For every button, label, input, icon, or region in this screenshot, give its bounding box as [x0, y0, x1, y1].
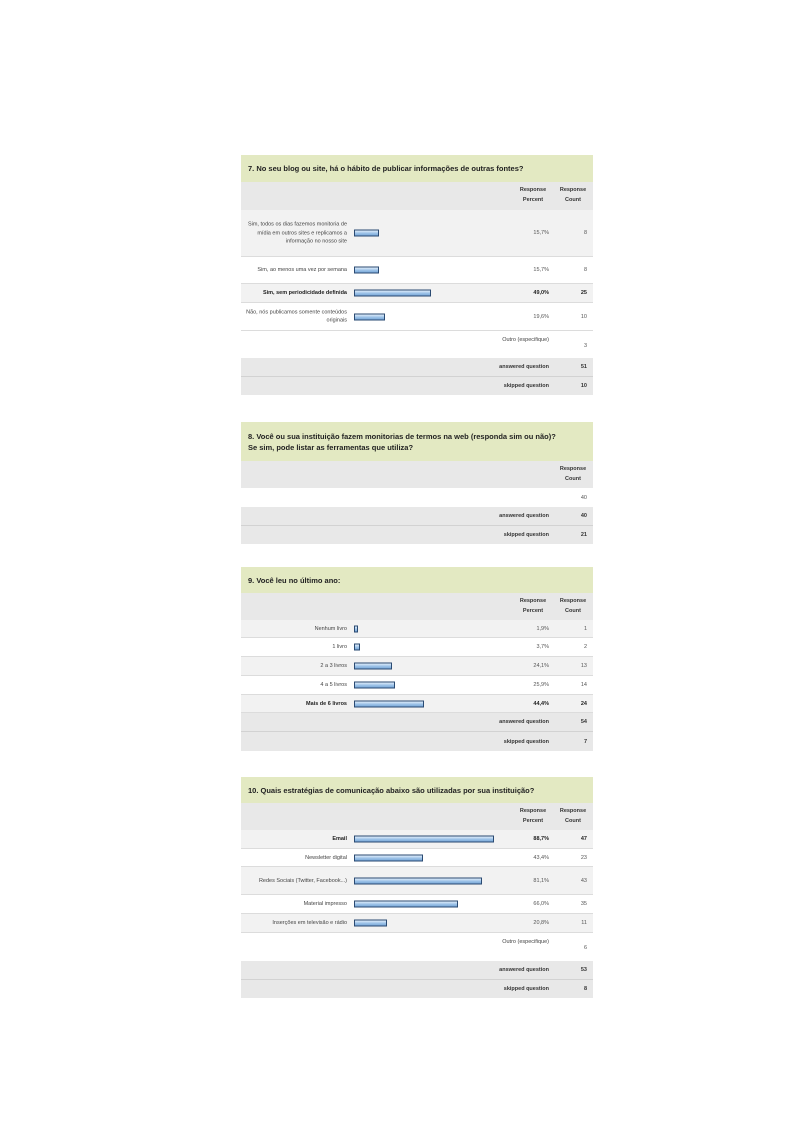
answered-question-row — [241, 713, 593, 732]
answered-question-row — [241, 961, 593, 980]
question-8-table — [241, 422, 593, 544]
answer-label: Email — [332, 835, 347, 842]
answer-bar — [354, 313, 385, 320]
answer-bar — [354, 901, 458, 908]
skipped-question-row — [241, 732, 593, 751]
answered-question-row — [241, 358, 593, 377]
answered-question-label: answered question — [499, 719, 549, 725]
answer-bar — [354, 700, 424, 707]
answer-label: Newsletter digital — [305, 854, 347, 861]
answer-bar — [354, 625, 358, 632]
answer-percent: 24,1% — [533, 663, 549, 669]
skipped-question-label: skipped question — [503, 383, 549, 389]
answer-row — [241, 914, 593, 933]
answer-count: 8 — [583, 267, 587, 273]
answer-count: 47 — [580, 836, 587, 842]
question-9-table — [241, 567, 593, 751]
answer-percent: 3,7% — [536, 644, 549, 650]
skipped-question-count: 7 — [583, 738, 587, 745]
answer-row — [241, 303, 593, 331]
answer-bar-track — [354, 663, 392, 670]
skipped-question-row — [241, 526, 593, 544]
answer-label: Não, nós publicamos somente conteúdos originais — [246, 309, 347, 324]
other-specify-count: 3 — [583, 343, 587, 349]
answer-bar — [354, 854, 423, 861]
response-count-row — [241, 488, 593, 507]
other-specify-count: 6 — [583, 945, 587, 951]
answer-row — [241, 657, 593, 676]
answer-percent: 20,8% — [533, 920, 549, 926]
answer-bar — [354, 290, 431, 297]
answer-percent: 43,4% — [533, 854, 549, 861]
answered-question-label: answered question — [499, 967, 549, 973]
answer-percent: 25,9% — [533, 682, 549, 688]
answer-percent: 19,6% — [533, 313, 549, 320]
answer-bar-track — [354, 700, 424, 707]
answer-label: Mais de 6 livros — [306, 700, 347, 707]
answer-row — [241, 620, 593, 638]
answer-bar — [354, 644, 360, 651]
answer-count: 11 — [581, 920, 587, 926]
answer-bar-track — [354, 920, 387, 927]
answer-percent: 44,4% — [533, 700, 549, 707]
answer-bar — [354, 920, 387, 927]
answer-percent: 49,0% — [533, 290, 549, 296]
answer-label: Sim, todos os dias fazemos monitoria de mídia em outros sites e replicamos a informação no nosso site — [247, 221, 347, 245]
other-specify-row — [241, 933, 593, 961]
other-specify-row — [241, 331, 593, 358]
answer-percent: 66,0% — [533, 901, 549, 907]
answer-percent: 88,7% — [533, 836, 549, 842]
answer-count: 35 — [580, 901, 587, 907]
answer-bar — [354, 663, 392, 670]
response-count-header: Response Count — [559, 187, 587, 203]
answer-percent: 81,1% — [533, 877, 549, 884]
other-specify-label[interactable]: Outro (especifique) — [502, 337, 549, 343]
answer-count: 8 — [583, 230, 587, 236]
answer-count: 10 — [580, 313, 587, 320]
answer-label: 1 livro — [332, 643, 347, 650]
answer-bar-track — [354, 625, 358, 632]
answer-bar-track — [354, 901, 458, 908]
answer-bar-track — [354, 682, 395, 689]
skipped-question-count: 8 — [583, 986, 587, 992]
answer-row — [241, 284, 593, 303]
skipped-question-count: 10 — [580, 383, 587, 389]
column-headers — [241, 182, 593, 210]
answer-count: 2 — [583, 644, 587, 650]
question-9-title: 9. Você leu no último ano: — [241, 567, 593, 593]
answer-row — [241, 676, 593, 695]
answer-row — [241, 695, 593, 713]
question-7-title: 7. No seu blog ou site, há o hábito de publicar informações de outras fontes? — [241, 155, 593, 182]
skipped-question-label: skipped question — [503, 532, 549, 538]
answer-count: 14 — [580, 682, 587, 688]
answer-bar-track — [354, 644, 360, 651]
answered-question-row — [241, 507, 593, 526]
answered-question-count: 53 — [580, 967, 587, 973]
answer-bar-track — [354, 267, 379, 274]
skipped-question-label: skipped question — [503, 738, 549, 745]
column-headers — [241, 593, 593, 620]
answer-label: 2 a 3 livros — [320, 662, 347, 669]
response-count-header: Response Count — [559, 808, 587, 824]
question-7-table — [241, 155, 593, 395]
skipped-question-row — [241, 377, 593, 395]
answer-count: 23 — [580, 854, 587, 861]
answer-bar-track — [354, 877, 482, 884]
answer-row — [241, 895, 593, 914]
question-10-title: 10. Quais estratégias de comunicação abaixo são utilizadas por sua instituição? — [241, 777, 593, 803]
answer-bar-track — [354, 836, 494, 843]
answer-count: 13 — [580, 663, 587, 669]
response-count-header: Response Count — [559, 466, 587, 482]
answer-bar — [354, 877, 482, 884]
response-count: 40 — [580, 494, 587, 501]
skipped-question-label: skipped question — [503, 986, 549, 992]
answer-count: 24 — [580, 700, 587, 707]
answer-label: Redes Sociais (Twitter, Facebook...) — [258, 877, 347, 884]
answer-bar — [354, 836, 494, 843]
answered-question-label: answered question — [499, 364, 549, 370]
answer-row — [241, 638, 593, 657]
answer-label: Inserções em televisão e rádio — [272, 919, 347, 926]
answered-question-label: answered question — [499, 513, 549, 519]
answered-question-count: 51 — [580, 364, 587, 370]
answer-count: 43 — [580, 877, 587, 884]
response-percent-header: Response Percent — [519, 187, 547, 203]
answer-label: Sim, ao menos uma vez por semana — [257, 266, 347, 273]
question-8-title: 8. Você ou sua instituição fazem monitorias de termos na web (responda sim ou não)? Se sim, pode listar as ferramentas que utiliza? — [241, 422, 593, 461]
answer-bar-track — [354, 230, 379, 237]
answer-percent: 15,7% — [533, 267, 549, 273]
answered-question-count: 40 — [580, 513, 587, 519]
column-headers — [241, 803, 593, 830]
answer-row — [241, 830, 593, 849]
answer-label: Sim, sem periodicidade definida — [262, 289, 347, 296]
response-percent-header: Response Percent — [519, 598, 547, 614]
answer-bar — [354, 267, 379, 274]
other-specify-label[interactable]: Outro (especifique) — [502, 939, 549, 945]
skipped-question-row — [241, 980, 593, 998]
answer-label: Material impresso — [303, 900, 347, 907]
answered-question-count: 54 — [580, 719, 587, 725]
question-10-table — [241, 777, 593, 998]
answer-percent: 15,7% — [533, 230, 549, 236]
answer-row — [241, 867, 593, 895]
answer-bar — [354, 682, 395, 689]
skipped-question-count: 21 — [580, 532, 587, 538]
response-percent-header: Response Percent — [519, 808, 547, 824]
answer-bar-track — [354, 854, 423, 861]
answer-bar-track — [354, 290, 431, 297]
answer-row — [241, 257, 593, 284]
answer-label: 4 a 5 livros — [320, 681, 347, 688]
column-headers — [241, 461, 593, 488]
answer-percent: 1,9% — [536, 625, 549, 632]
answer-bar — [354, 230, 379, 237]
answer-count: 1 — [583, 625, 587, 632]
answer-count: 25 — [580, 290, 587, 296]
answer-bar-track — [354, 313, 385, 320]
answer-label: Nenhum livro — [314, 625, 347, 632]
answer-row — [241, 210, 593, 257]
answer-row — [241, 849, 593, 867]
response-count-header: Response Count — [559, 598, 587, 614]
